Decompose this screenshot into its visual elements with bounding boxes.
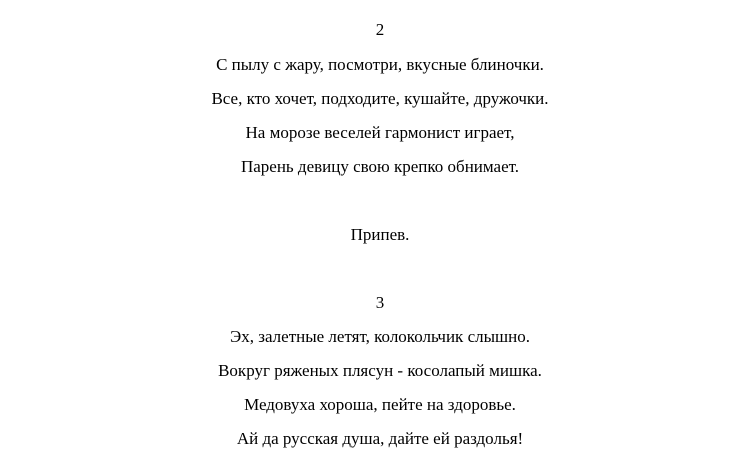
refrain-label: Припев. <box>350 225 410 244</box>
lyric-line: На морозе веселей гармонист играет, <box>245 123 515 142</box>
lyric-line: Вокруг ряженых плясун - косолапый мишка. <box>218 361 542 380</box>
lyric-line: Все, кто хочет, подходите, кушайте, дружочки. <box>211 89 549 108</box>
verse-number: 2 <box>375 20 385 39</box>
lyric-line: Медовуха хороша, пейте на здоровье. <box>244 395 516 414</box>
lyric-line: Эх, залетные летят, колокольчик слышно. <box>230 327 530 346</box>
lyric-line: Ай да русская душа, дайте ей раздолья! <box>236 429 524 448</box>
lyric-line: Парень девицу свою крепко обнимает. <box>240 157 520 176</box>
verse-number: 3 <box>375 293 385 312</box>
lyric-line: С пылу с жару, посмотри, вкусные блиночки. <box>216 55 544 74</box>
